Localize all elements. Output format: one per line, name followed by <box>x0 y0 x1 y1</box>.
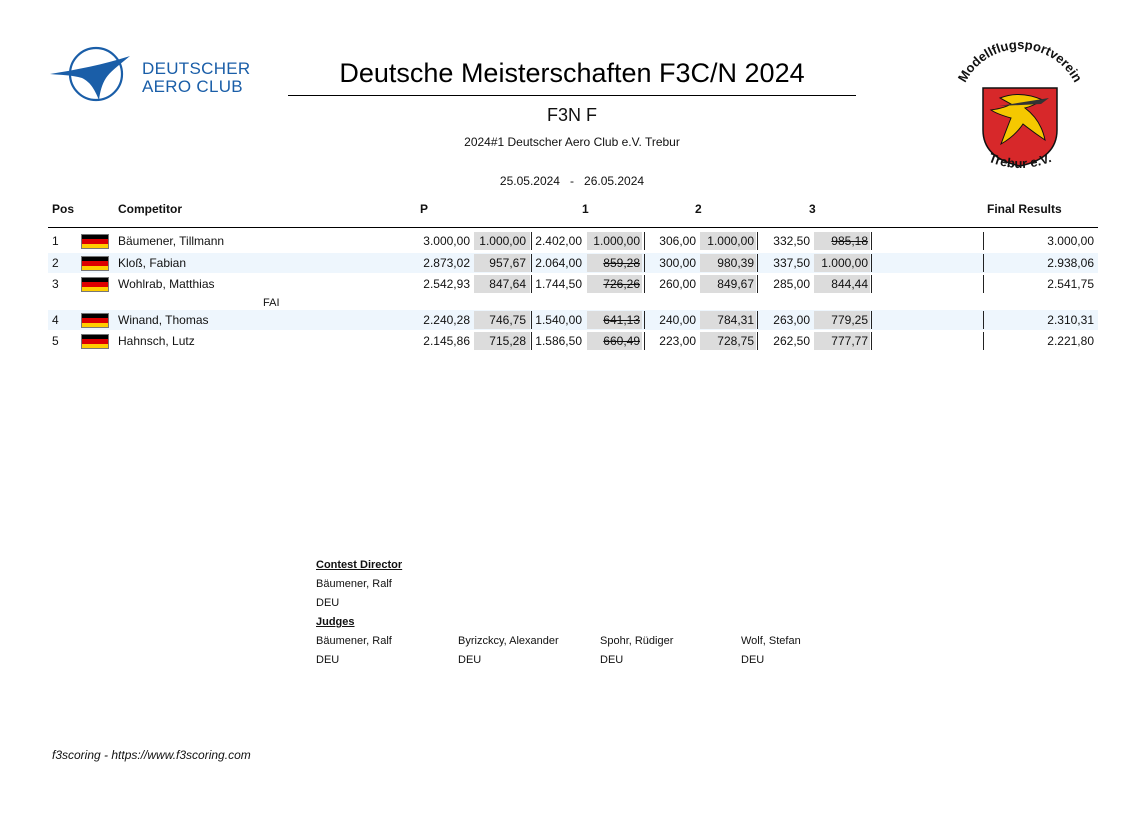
cell-competitor: Hahnsch, Lutz <box>118 334 195 348</box>
cell-round1-score: 2.402,00 <box>535 234 582 248</box>
cell-p-normalized: 746,75 <box>489 313 526 327</box>
cell-p-normalized: 715,28 <box>489 334 526 348</box>
column-separator <box>871 254 872 272</box>
column-separator <box>757 275 758 293</box>
column-header-round-2: 2 <box>695 202 702 216</box>
cell-round2-score: 306,00 <box>659 234 696 248</box>
table-row <box>48 310 1098 330</box>
cell-competitor: Bäumener, Tillmann <box>118 234 225 248</box>
column-separator <box>757 332 758 350</box>
cell-round3-normalized: 777,77 <box>831 334 868 348</box>
cell-round1-normalized: 660,49 <box>603 334 640 348</box>
contest-director-country: DEU <box>316 597 340 609</box>
cell-round3-normalized: 1.000,00 <box>821 256 868 270</box>
cell-round1-normalized: 641,13 <box>603 313 640 327</box>
fai-note: FAI <box>263 297 280 309</box>
cell-round3-score: 263,00 <box>773 313 810 327</box>
table-row <box>48 231 1098 251</box>
cell-round2-score: 240,00 <box>659 313 696 327</box>
judge-country: DEU <box>741 654 765 666</box>
svg-text:Modellflugsportverein <box>955 40 1086 85</box>
judge-country: DEU <box>600 654 624 666</box>
date-separator: - <box>570 174 574 188</box>
germany-flag-icon <box>81 256 109 271</box>
column-separator <box>644 311 645 329</box>
cell-round1-score: 1.540,00 <box>535 313 582 327</box>
cell-round2-normalized: 728,75 <box>717 334 754 348</box>
table-row <box>48 331 1098 351</box>
cell-round3-normalized: 985,18 <box>831 234 868 248</box>
club-emblem <box>945 40 1095 175</box>
cell-pos: 4 <box>52 313 59 327</box>
cell-p-score: 2.240,28 <box>423 313 470 327</box>
cell-pos: 1 <box>52 234 59 248</box>
table-row <box>48 253 1098 273</box>
dac-wordmark-line1: DEUTSCHER <box>142 59 251 78</box>
column-separator <box>983 275 984 293</box>
column-separator <box>644 254 645 272</box>
judge-name: Byrizckcy, Alexander <box>458 635 559 647</box>
column-separator <box>871 232 872 250</box>
class-name: F3N F <box>546 105 597 125</box>
event-dates <box>288 174 856 188</box>
cell-competitor: Kloß, Fabian <box>118 256 187 270</box>
cell-round3-normalized: 779,25 <box>831 313 868 327</box>
cell-p-score: 2.542,93 <box>423 277 470 291</box>
column-separator <box>871 275 872 293</box>
cell-round2-score: 260,00 <box>659 277 696 291</box>
cell-pos: 3 <box>52 277 59 291</box>
contest-director-heading: Contest Director <box>316 559 403 571</box>
event-name: 2024#1 Deutscher Aero Club e.V. Trebur <box>464 135 680 149</box>
cell-final-result: 2.938,06 <box>1047 256 1094 270</box>
germany-flag-icon <box>81 234 109 249</box>
cell-round2-score: 300,00 <box>659 256 696 270</box>
date-to: 26.05.2024 <box>584 174 645 188</box>
column-header-pos: Pos <box>52 202 75 216</box>
cell-round1-score: 2.064,00 <box>535 256 582 270</box>
dac-wordmark-line2: AERO CLUB <box>142 77 243 96</box>
cell-round3-score: 332,50 <box>773 234 810 248</box>
germany-flag-icon <box>81 313 109 328</box>
date-from: 25.05.2024 <box>499 174 560 188</box>
judges-heading: Judges <box>316 616 355 628</box>
cell-p-score: 3.000,00 <box>423 234 470 248</box>
cell-round2-normalized: 980,39 <box>717 256 754 270</box>
judge-name: Bäumener, Ralf <box>316 635 392 647</box>
cell-round1-score: 1.586,50 <box>535 334 582 348</box>
germany-flag-icon <box>81 334 109 349</box>
column-header-round-1: 1 <box>582 202 589 216</box>
column-separator <box>644 332 645 350</box>
cell-pos: 2 <box>52 256 59 270</box>
column-header-round-3: 3 <box>809 202 816 216</box>
column-separator <box>983 311 984 329</box>
title-underline <box>288 95 856 96</box>
column-header-competitor: Competitor <box>118 202 182 216</box>
cell-round1-normalized: 859,28 <box>603 256 640 270</box>
cell-final-result: 3.000,00 <box>1047 234 1094 248</box>
cell-round2-normalized: 784,31 <box>717 313 754 327</box>
germany-flag-icon <box>81 277 109 292</box>
table-row <box>48 274 1098 294</box>
cell-round1-score: 1.744,50 <box>535 277 582 291</box>
cell-p-normalized: 1.000,00 <box>479 234 526 248</box>
cell-round3-normalized: 844,44 <box>831 277 868 291</box>
cell-final-result: 2.541,75 <box>1047 277 1094 291</box>
column-separator <box>644 275 645 293</box>
cell-round2-normalized: 1.000,00 <box>707 234 754 248</box>
cell-p-score: 2.145,86 <box>423 334 470 348</box>
column-separator <box>871 311 872 329</box>
cell-round1-normalized: 1.000,00 <box>593 234 640 248</box>
footer-credit: f3scoring - https://www.f3scoring.com <box>52 748 251 762</box>
page-title: Deutsche Meisterschaften F3C/N 2024 <box>339 58 805 88</box>
cell-round1-normalized: 726,26 <box>603 277 640 291</box>
header-divider <box>48 227 1098 228</box>
club-location-arc: Trebur e.V. <box>986 150 1054 172</box>
cell-round3-score: 337,50 <box>773 256 810 270</box>
column-separator <box>983 232 984 250</box>
judge-name: Spohr, Rüdiger <box>600 635 674 647</box>
contest-director-name: Bäumener, Ralf <box>316 578 392 590</box>
column-separator <box>757 311 758 329</box>
cell-round3-score: 262,50 <box>773 334 810 348</box>
column-header-p: P <box>420 202 429 216</box>
judge-country: DEU <box>458 654 482 666</box>
cell-pos: 5 <box>52 334 59 348</box>
cell-p-normalized: 957,67 <box>489 256 526 270</box>
club-name-arc: Modellflugsportverein <box>954 40 1086 85</box>
cell-p-normalized: 847,64 <box>489 277 526 291</box>
cell-round3-score: 285,00 <box>773 277 810 291</box>
judge-country: DEU <box>316 654 340 666</box>
cell-p-score: 2.873,02 <box>423 256 470 270</box>
column-separator <box>757 232 758 250</box>
column-header-final-results: Final Results <box>987 202 1062 216</box>
dac-wordmark <box>142 60 251 96</box>
cell-round2-score: 223,00 <box>659 334 696 348</box>
column-separator <box>983 254 984 272</box>
cell-competitor: Winand, Thomas <box>118 313 209 327</box>
column-separator <box>871 332 872 350</box>
cell-round2-normalized: 849,67 <box>717 277 754 291</box>
cell-competitor: Wohlrab, Matthias <box>118 277 215 291</box>
cell-final-result: 2.221,80 <box>1047 334 1094 348</box>
column-separator <box>983 332 984 350</box>
column-separator <box>757 254 758 272</box>
judge-name: Wolf, Stefan <box>741 635 801 647</box>
column-separator <box>644 232 645 250</box>
cell-final-result: 2.310,31 <box>1047 313 1094 327</box>
